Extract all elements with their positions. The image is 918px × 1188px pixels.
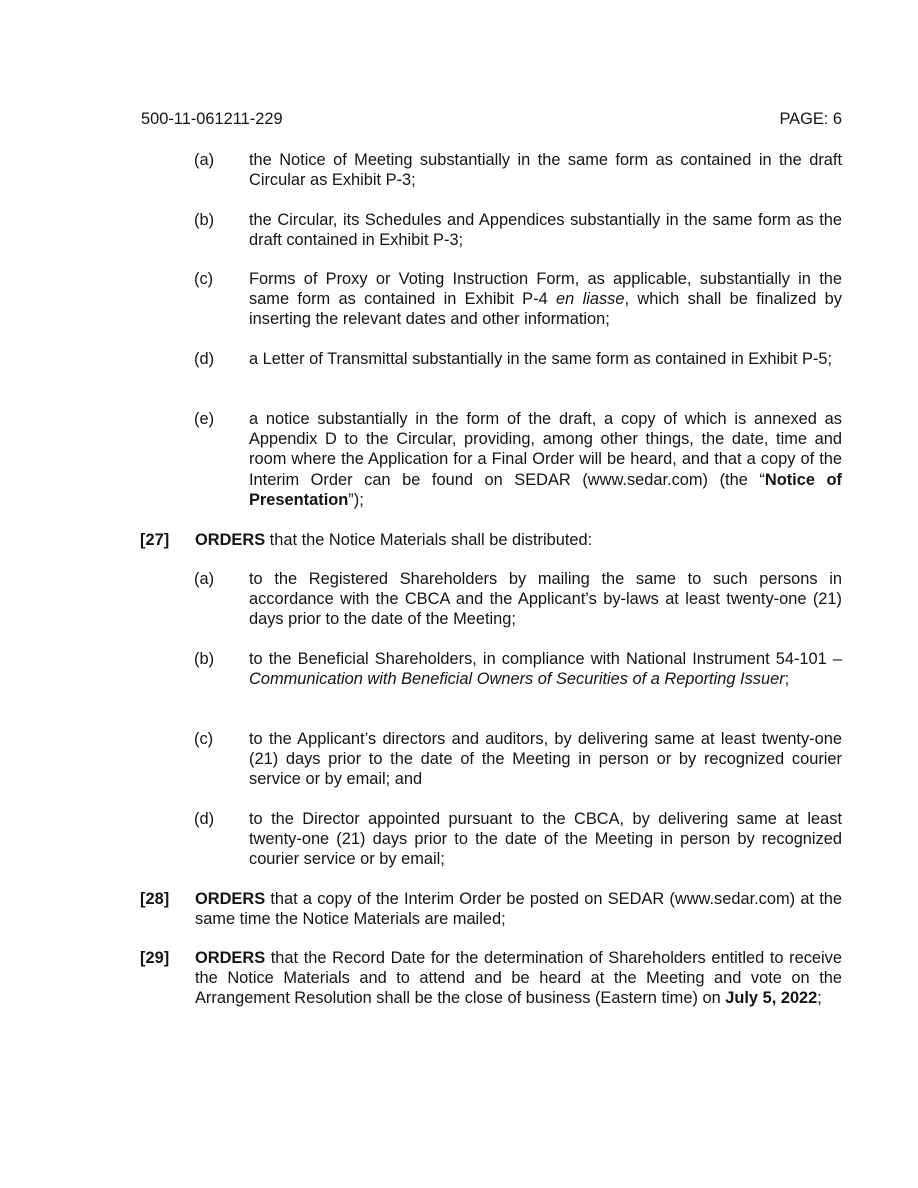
item-label: (e): [194, 410, 215, 428]
item-label: (b): [194, 211, 215, 229]
text-run: to the Director appointed pursuant to the CBCA, by delivering same at least twenty-one (21) days prior to the date of the Meeting in person by recognized courier service or by email;: [249, 810, 842, 869]
list-item: [194, 409, 842, 510]
item-text: [249, 570, 842, 628]
italic-text: en liasse: [556, 290, 625, 309]
item-label: (c): [194, 270, 214, 288]
list-item: [194, 649, 842, 689]
text-run: that a copy of the Interim Order be posted on SEDAR (www.sedar.com) at the same time the Notice Materials are mailed;: [195, 890, 842, 929]
paragraph-text: [195, 949, 842, 1007]
text-run: ;: [817, 989, 822, 1008]
text-run: a notice substantially in the form of the draft, a copy of which is annexed as Appendix D to the Circular, providing, among other things, the date, time and room where the Application for a Final Order will be heard, and that a copy of the Interim Order can be found on SEDAR (www.sedar.com) (the “: [249, 410, 842, 489]
text-run: that the Notice Materials shall be distributed:: [265, 531, 593, 549]
item-text: [249, 151, 842, 189]
paragraph-text: [195, 890, 842, 928]
text-run: , which shall be finalized by inserting the relevant dates and other information;: [249, 290, 842, 329]
item-label: (c): [194, 730, 214, 748]
text-run: that the Record Date for the determination of Shareholders entitled to receive the Notice Materials and to attend and be heard at the Meeting and vote on the Arrangement Resolution shall be the close of business (Eastern time) on: [195, 949, 842, 1008]
bold-text: Notice of Presentation: [249, 470, 842, 509]
list-item: [194, 569, 842, 630]
list-item: [194, 729, 842, 790]
list-item: [194, 349, 842, 369]
italic-text: Communication with Beneficial Owners of Securities of a Reporting Issuer: [249, 670, 785, 689]
paragraph-number: [27]: [140, 531, 170, 549]
item-label: (b): [194, 650, 215, 668]
paragraph-text: [195, 531, 592, 549]
numbered-paragraph-28: [140, 889, 842, 929]
item-text: [249, 350, 832, 368]
list-item: [194, 269, 842, 330]
bold-text: ORDERS: [195, 949, 266, 967]
item-label: (a): [194, 570, 215, 588]
item-label: (d): [194, 350, 215, 368]
list-item: [194, 210, 842, 250]
paragraph-number: [28]: [140, 890, 170, 908]
text-run: Forms of Proxy or Voting Instruction Form, as applicable, substantially in the same form as contained in Exhibit P-4: [249, 270, 842, 309]
page-header-file-number: 500-11-061211-229: [141, 110, 283, 128]
item-text: [249, 650, 842, 688]
text-run: a Letter of Transmittal substantially in the same form as contained in Exhibit P-5;: [249, 350, 833, 368]
bold-text: July 5, 2022: [725, 989, 818, 1008]
item-text: [249, 211, 842, 249]
numbered-paragraph-27: [140, 530, 842, 550]
text-run: the Notice of Meeting substantially in the same form as contained in the draft Circular as Exhibit P-3;: [249, 151, 842, 190]
text-run: to the Registered Shareholders by mailing the same to such persons in accordance with the CBCA and the Applicant’s by-laws at least twenty-one (21) days prior to the date of the Meeting;: [249, 570, 842, 629]
text-run: ”);: [348, 490, 364, 509]
list-item: [194, 150, 842, 190]
item-text: [249, 730, 842, 788]
item-label: (a): [194, 151, 215, 169]
text-run: to the Applicant’s directors and auditors, by delivering same at least twenty-one (21) days prior to the date of the Meeting in person or by recognized courier service or by email; and: [249, 730, 842, 789]
item-text: [249, 810, 842, 868]
bold-text: ORDERS: [195, 890, 266, 908]
item-text: [249, 410, 842, 509]
text-run: to the Beneficial Shareholders, in compliance with National Instrument 54-101 –: [249, 650, 842, 668]
item-text: [249, 270, 842, 328]
bold-text: ORDERS: [195, 531, 266, 549]
item-label: (d): [194, 810, 215, 828]
text-run: the Circular, its Schedules and Appendices substantially in the same form as the draft contained in Exhibit P-3;: [249, 211, 842, 250]
text-run: ;: [784, 670, 790, 689]
paragraph-number: [29]: [140, 949, 170, 967]
list-item: [194, 809, 842, 870]
numbered-paragraph-29: [140, 948, 842, 1009]
page-header-page-number: PAGE: 6: [779, 110, 842, 128]
